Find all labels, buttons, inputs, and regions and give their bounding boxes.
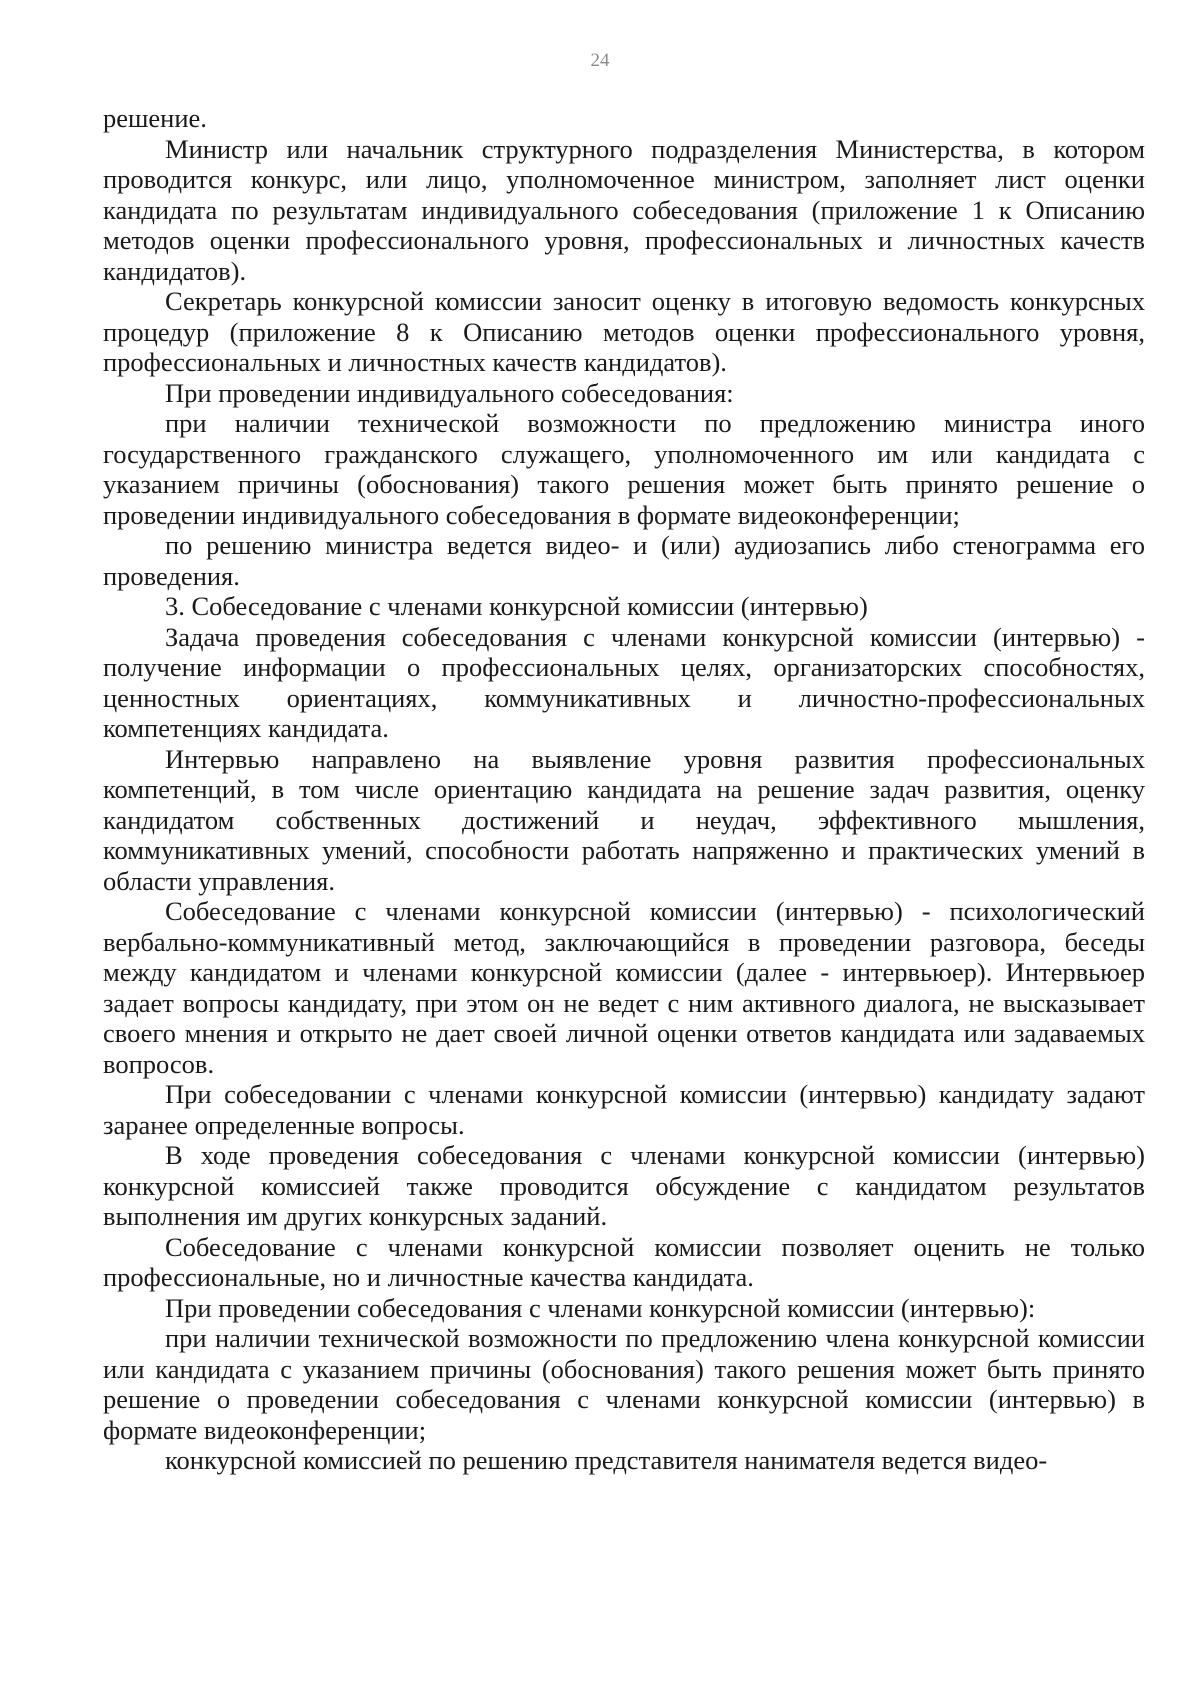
paragraph: При собеседовании с членами конкурсной комиссии (интервью) кандидату задают заранее определенные вопросы. — [103, 1079, 1145, 1140]
paragraph: Задача проведения собеседования с членами конкурсной комиссии (интервью) - получение информации о профессиональных целях, организаторских способностях, ценностных ориентациях, коммуникативных и личностно-профессиональных компетенциях кандидата. — [103, 621, 1145, 743]
section-heading: 3. Собеседование с членами конкурсной комиссии (интервью) — [165, 591, 868, 621]
paragraph: при наличии технической возможности по предложению члена конкурсной комиссии или кандидата с указанием причины (обоснования) такого решения может быть принято решение о проведении собеседования с членами конкурсной комиссии (интервью) в формате видеоконференции; — [103, 1323, 1145, 1445]
paragraph: При проведении собеседования с членами конкурсной комиссии (интервью): — [165, 1292, 1036, 1323]
paragraph: В ходе проведения собеседования с членами конкурсной комиссии (интервью) конкурсной комиссией также проводится обсуждение с кандидатом результатов выполнения им других конкурсных заданий. — [103, 1140, 1145, 1231]
paragraph: при наличии технической возможности по предложению министра иного государственного гражданского служащего, уполномоченного им или кандидата с указанием причины (обоснования) такого решения может быть принято решение о проведении индивидуального собеседования в формате видеоконференции; — [103, 408, 1145, 530]
paragraph: конкурсной комиссией по решению представителя нанимателя ведется видео- — [165, 1445, 1048, 1475]
paragraph: Собеседование с членами конкурсной комиссии позволяет оценить не только профессиональные, но и личностные качества кандидата. — [103, 1231, 1145, 1292]
page-number: 24 — [590, 50, 610, 71]
paragraph: Министр или начальник структурного подразделения Министерства, в котором проводится конкурс, или лицо, уполномоченное министром, заполняет лист оценки кандидата по результатам индивидуального собеседования (приложение 1 к Описанию методов оценки профессионального уровня, профессиональных и личностных качеств кандидатов). — [103, 133, 1145, 286]
paragraph: Интервью направлено на выявление уровня развития профессиональных компетенций, в том числе ориентацию кандидата на решение задач развития, оценку кандидатом собственных достижений и неудач, эффективного мышления, коммуникативных умений, способности работать напряженно и практических умений в области управления. — [103, 743, 1145, 896]
paragraph: решение. — [103, 103, 207, 133]
paragraph: Собеседование с членами конкурсной комиссии (интервью) - психологический вербально-коммуникативный метод, заключающийся в проведении разговора, беседы между кандидатом и членами конкурсной комиссии (далее - интервьюер). Интервьюер задает вопросы кандидату, при этом он не ведет с ним активного диалога, не высказывает своего мнения и открыто не дает своей личной оценки ответов кандидата или задаваемых вопросов. — [103, 896, 1145, 1079]
document-body — [103, 103, 1145, 1476]
paragraph: При проведении индивидуального собеседования: — [165, 377, 734, 408]
paragraph: по решению министра ведется видео- и (или) аудиозапись либо стенограмма его проведения. — [103, 530, 1145, 591]
paragraph: Секретарь конкурсной комиссии заносит оценку в итоговую ведомость конкурсных процедур (приложение 8 к Описанию методов оценки профессионального уровня, профессиональных и личностных качеств кандидатов). — [103, 286, 1145, 377]
